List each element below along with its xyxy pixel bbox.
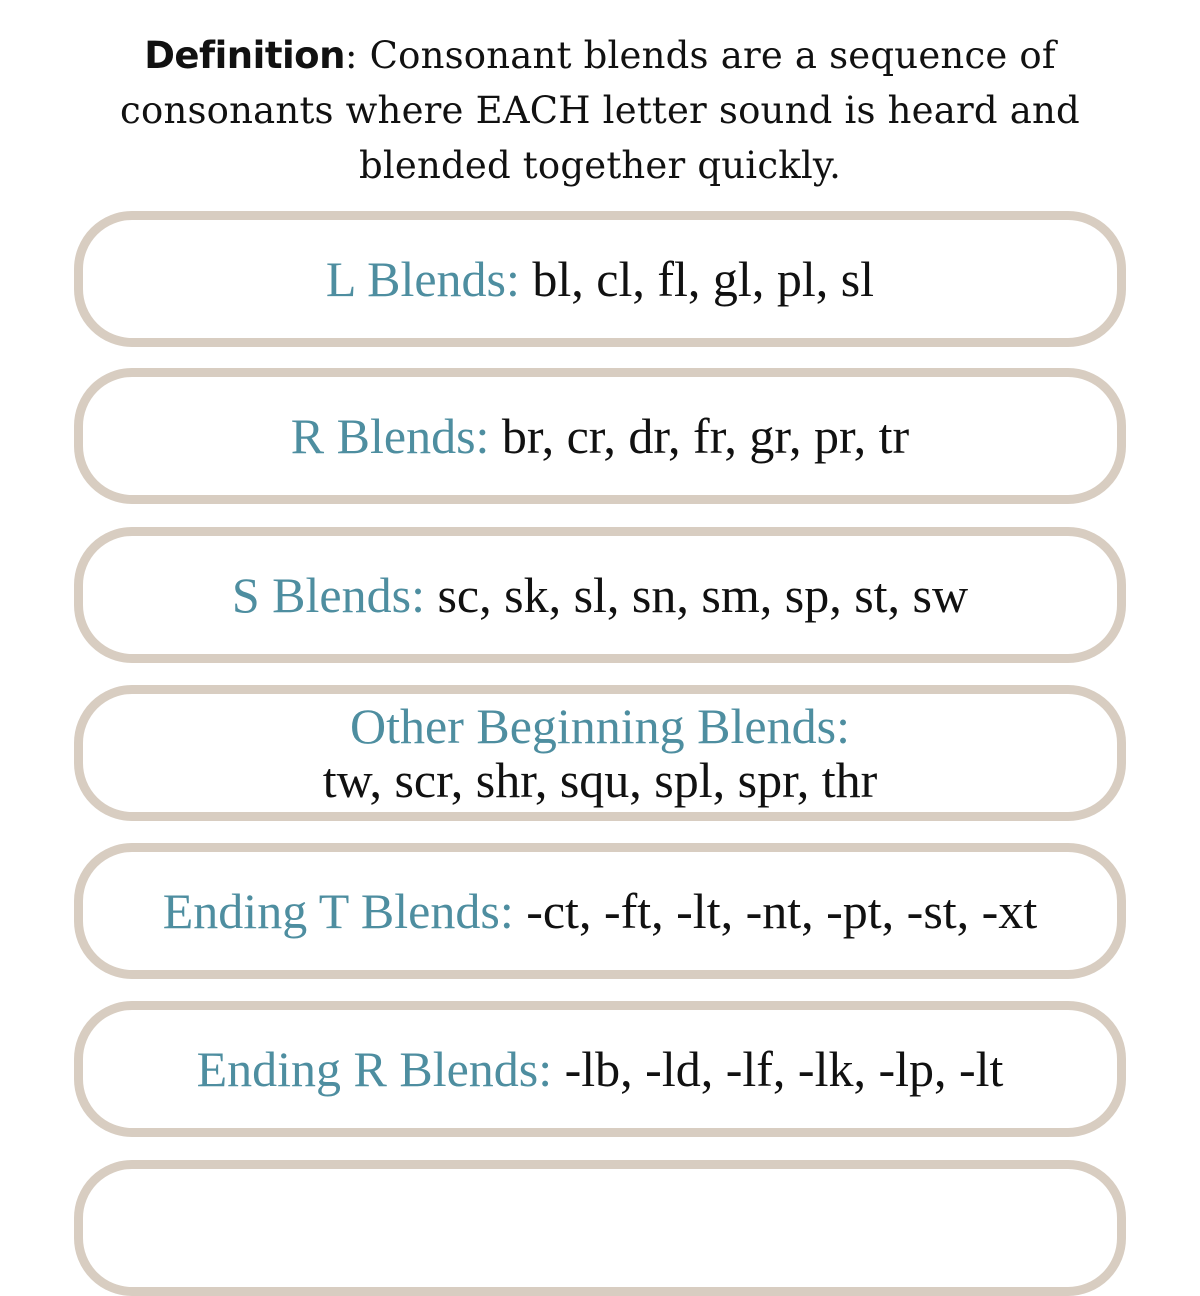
s-blends-label: S Blends: (231, 567, 425, 623)
ending-t-blends-card (74, 843, 1126, 979)
l-blends-card (74, 211, 1126, 347)
other-beginning-blends-label: Other Beginning Blends: (350, 698, 850, 754)
partial-card-cut-off (74, 1160, 1126, 1296)
ending-r-blends-card (74, 1001, 1126, 1137)
l-blends-label: L Blends: (325, 251, 520, 307)
l-blends-items: bl, cl, fl, gl, pl, sl (519, 251, 875, 307)
r-blends-card (74, 368, 1126, 504)
ending-r-blends-line (197, 1041, 1004, 1097)
other-beginning-blends-items: tw, scr, shr, squ, spl, spr, thr (322, 752, 878, 808)
definition-text (40, 28, 1160, 193)
definition-body: Consonant blends are a sequence of consonants where EACH letter sound is heard and blended together quickly. (120, 34, 1080, 187)
l-blends-line (326, 251, 874, 307)
s-blends-card (74, 527, 1126, 663)
s-blends-line (232, 567, 968, 623)
definition-term: Definition (144, 34, 345, 77)
definition-separator: : (344, 34, 358, 77)
ending-t-blends-label: Ending T Blends: (162, 883, 514, 939)
other-beginning-blends-card (74, 685, 1126, 821)
ending-r-blends-label: Ending R Blends: (196, 1041, 553, 1097)
r-blends-label: R Blends: (290, 408, 490, 464)
r-blends-line (291, 408, 909, 464)
ending-t-blends-items: -ct, -ft, -lt, -nt, -pt, -st, -xt (513, 883, 1038, 939)
ending-t-blends-line (163, 883, 1037, 939)
ending-r-blends-items: -lb, -ld, -lf, -lk, -lp, -lt (552, 1041, 1004, 1097)
r-blends-items: br, cr, dr, fr, gr, pr, tr (489, 408, 910, 464)
s-blends-items: sc, sk, sl, sn, sm, sp, st, sw (424, 567, 969, 623)
